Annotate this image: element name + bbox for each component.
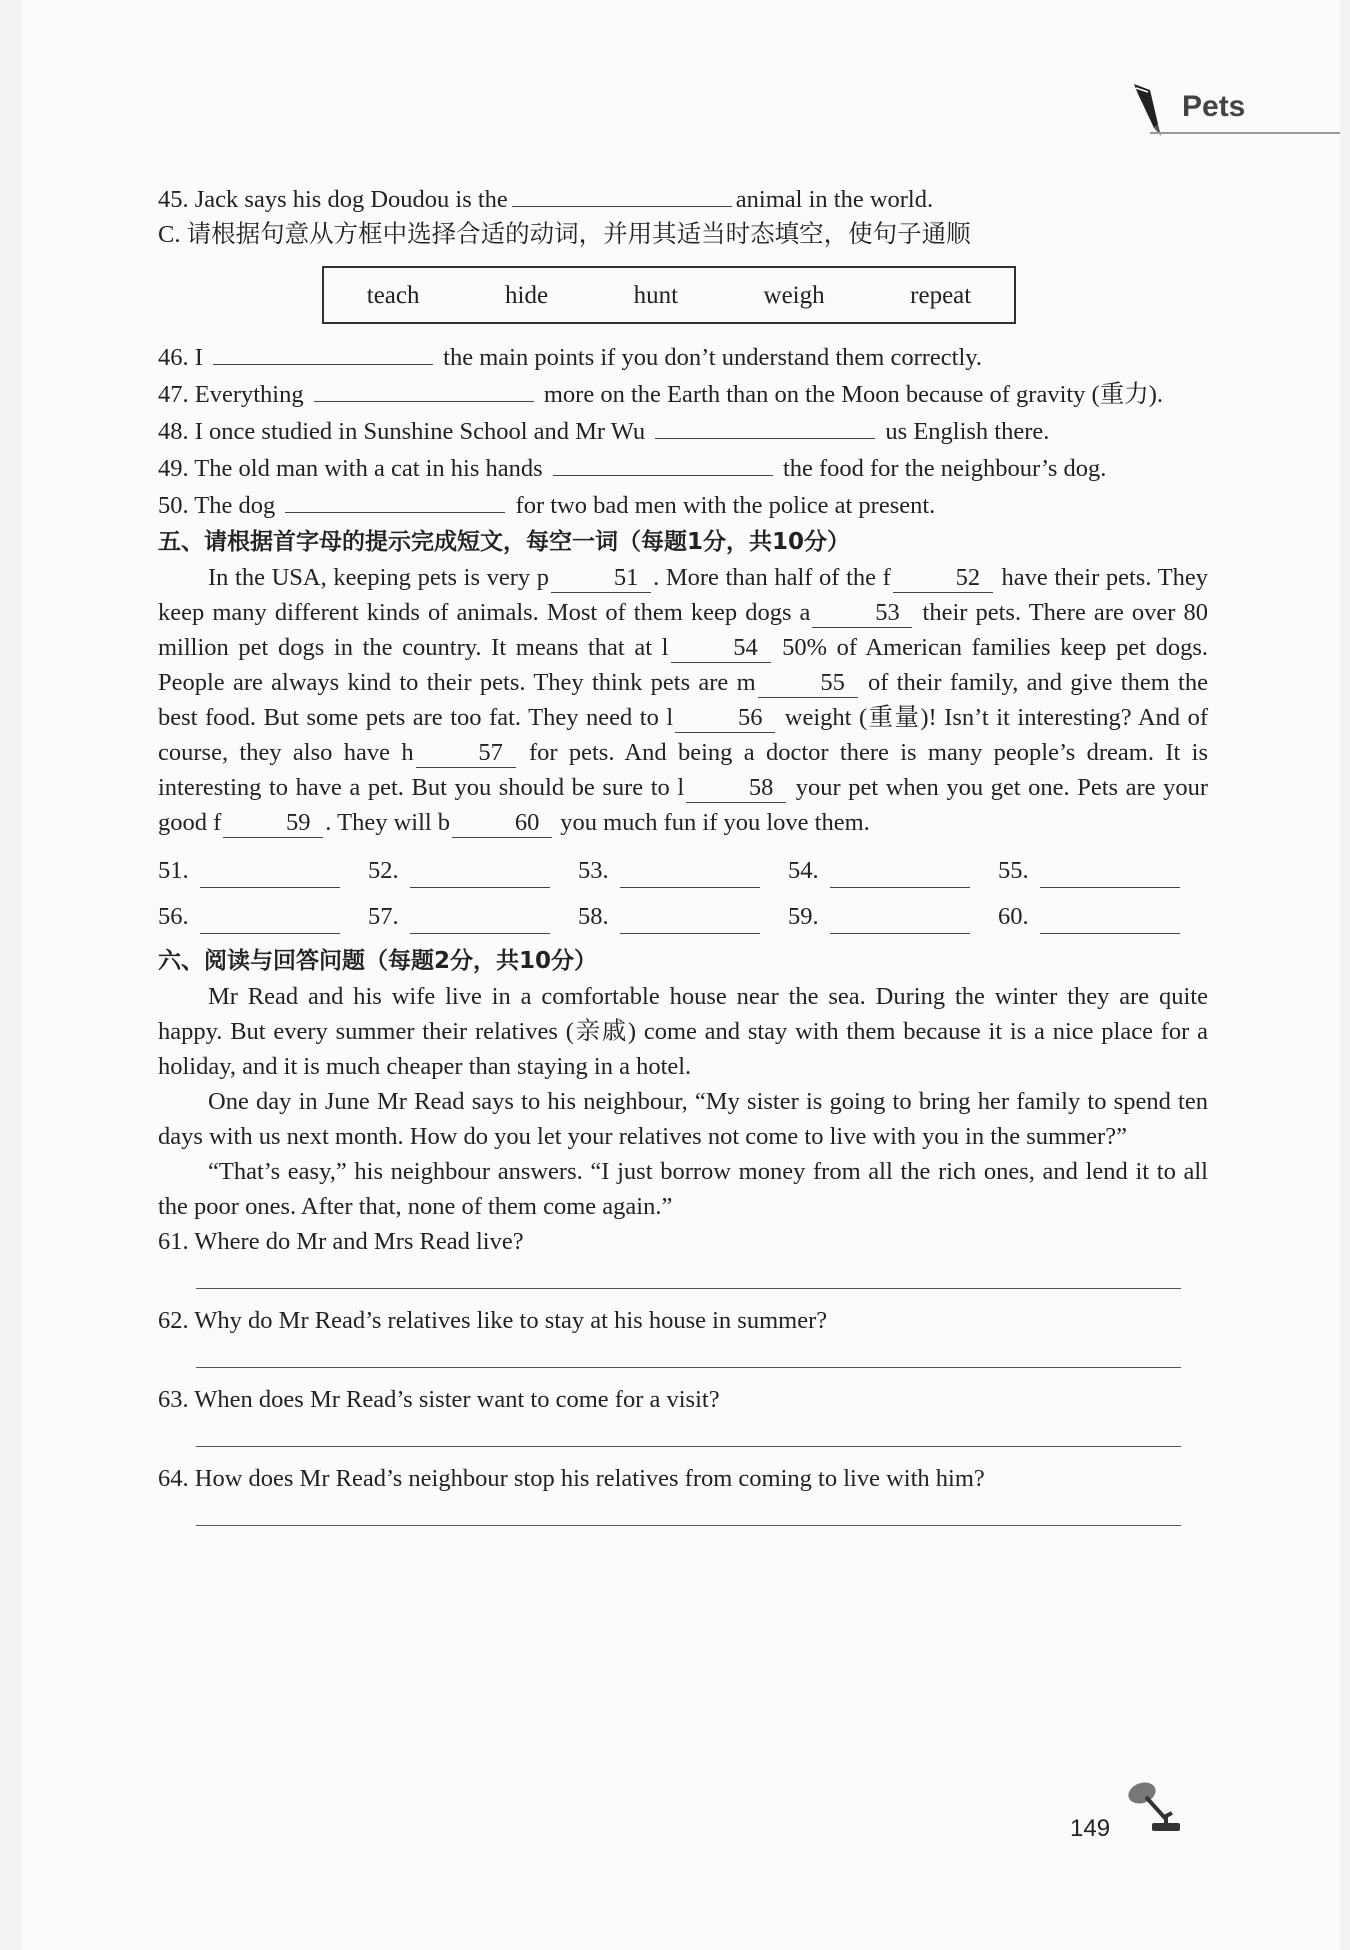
answer-58 (578, 888, 788, 934)
answer-label: 53. (578, 857, 609, 884)
header-title: Pets (1182, 90, 1246, 123)
q45-after: animal in the world. (735, 186, 934, 213)
q50-after: for two bad men with the police at present. (515, 492, 936, 519)
answer-label: 58. (578, 903, 609, 930)
cloze-text: 50% of American families keep pet dogs. People are always kind to their pets. They think pets are m (158, 634, 1209, 696)
q47-blank[interactable] (314, 375, 534, 402)
cloze-text: for pets. And being a doctor there is many people’s dream. It is interesting to have a pet. But you should be sure to l (158, 739, 1208, 801)
q48-after: us English there. (885, 418, 1050, 445)
q50-blank[interactable] (285, 486, 505, 513)
answer-53 (578, 842, 788, 888)
answer-55 (998, 842, 1208, 888)
q46-blank[interactable] (213, 338, 433, 365)
answer-57 (368, 888, 578, 934)
cloze-text: have their pets. They keep many different kinds of animals. Most of them keep dogs a (158, 564, 1209, 626)
question-48 (158, 412, 1208, 449)
cloze-blank-53: 53 (812, 599, 912, 628)
desk-lamp-icon (1122, 1775, 1184, 1837)
pen-icon (1128, 80, 1168, 140)
question-47 (158, 375, 1208, 412)
word-hunt: hunt (633, 281, 679, 309)
cloze-blank-52: 52 (893, 564, 993, 593)
question-49 (158, 449, 1208, 486)
answer-label: 60. (998, 903, 1029, 930)
answer-line[interactable] (410, 903, 550, 934)
page (22, 0, 1340, 1950)
q48-blank[interactable] (655, 412, 875, 439)
question-61: 61. Where do Mr and Mrs Read live? (158, 1228, 524, 1255)
header-rule (1150, 132, 1340, 134)
answer-line-64[interactable] (196, 1524, 1181, 1526)
answer-line-61[interactable] (196, 1287, 1181, 1289)
question-62: 62. Why do Mr Read’s relatives like to stay at his house in summer? (158, 1307, 828, 1334)
reading-paragraph-2: One day in June Mr Read says to his neighbour, “My sister is going to bring her family to spend ten days with us next month. How do you let your relatives not come to live with you in the summer?” (158, 1088, 1208, 1150)
q47-before: 47. Everything (158, 381, 304, 408)
answer-label: 51. (158, 857, 189, 884)
part-c-instruction: C. 请根据句意从方框中选择合适的动词，并用其适当时态填空，使句子通顺 (158, 221, 971, 248)
worksheet-content (158, 180, 1208, 1540)
q45-blank[interactable] (512, 180, 732, 207)
cloze-text: . More than half of the f (653, 564, 891, 591)
answer-label: 57. (368, 903, 399, 930)
cloze-text: of their family, and give them the best food. But some pets are too fat. They need to l (158, 669, 1208, 731)
q46-after: the main points if you don’t understand them correctly. (443, 344, 983, 371)
question-45 (158, 180, 1208, 217)
cloze-text: weight (重量)! Isn’t it interesting? And of course, they also have h (158, 704, 1209, 766)
reading-paragraph-3: “That’s easy,” his neighbour answers. “I just borrow money from all the rich ones, and lend it to all the poor ones. After that, none of them come again.” (158, 1158, 1208, 1220)
answer-line[interactable] (200, 903, 340, 934)
reading-paragraph-1: Mr Read and his wife live in a comfortable house near the sea. During the winter they are quite happy. But every summer their relatives (亲戚) come and stay with them because it is a nice place for a holiday, and it is much cheaper than staying in a hotel. (158, 983, 1208, 1080)
answer-56 (158, 888, 368, 934)
cloze-blank-59: 59 (223, 809, 323, 838)
word-weigh: weigh (763, 281, 825, 309)
q50-before: 50. The dog (158, 492, 276, 519)
answer-line[interactable] (620, 857, 760, 888)
word-teach: teach (366, 281, 420, 309)
page-number: 149 (1070, 1815, 1111, 1842)
section-6-title: 六、阅读与回答问题（每题2分，共10分） (158, 948, 598, 974)
q46-before: 46. I (158, 344, 203, 371)
cloze-blank-54: 54 (671, 634, 771, 663)
answer-label: 52. (368, 857, 399, 884)
cloze-blank-55: 55 (758, 669, 858, 698)
q49-after: the food for the neighbour’s dog. (782, 455, 1107, 482)
answer-54 (788, 842, 998, 888)
word-box (322, 266, 1016, 324)
cloze-blank-57: 57 (416, 739, 516, 768)
page-header (1070, 70, 1340, 140)
answer-label: 59. (788, 903, 819, 930)
answer-label: 55. (998, 857, 1029, 884)
question-46 (158, 338, 1208, 375)
answer-51 (158, 842, 368, 888)
cloze-text: . They will b (325, 809, 451, 836)
answer-52 (368, 842, 578, 888)
answer-line[interactable] (1040, 903, 1180, 934)
cloze-passage (158, 560, 1208, 840)
answer-line[interactable] (620, 903, 760, 934)
cloze-blank-58: 58 (686, 774, 786, 803)
answer-line-62[interactable] (196, 1366, 1181, 1368)
word-hide: hide (505, 281, 549, 309)
q45-before: 45. Jack says his dog Doudou is the (158, 186, 508, 213)
answer-line[interactable] (410, 857, 550, 888)
cloze-blank-56: 56 (675, 704, 775, 733)
answer-label: 56. (158, 903, 189, 930)
cloze-blank-60: 60 (452, 809, 552, 838)
question-63: 63. When does Mr Read’s sister want to come for a visit? (158, 1386, 720, 1413)
question-50 (158, 486, 1208, 523)
answer-59 (788, 888, 998, 934)
cloze-blank-51: 51 (551, 564, 651, 593)
q48-before: 48. I once studied in Sunshine School and Mr Wu (158, 418, 646, 445)
answer-line-63[interactable] (196, 1445, 1181, 1447)
cloze-text: their pets. There are over 80 million pet dogs in the country. It means that at l (158, 599, 1209, 661)
section-5-title: 五、请根据首字母的提示完成短文，每空一词（每题1分，共10分） (158, 529, 851, 555)
answer-line[interactable] (830, 857, 970, 888)
cloze-answer-grid (158, 842, 1208, 934)
cloze-text: your pet when you get one. Pets are your good f (158, 774, 1209, 836)
answer-label: 54. (788, 857, 819, 884)
answer-line[interactable] (1040, 857, 1180, 888)
word-repeat: repeat (910, 281, 972, 309)
answer-line[interactable] (830, 903, 970, 934)
q49-before: 49. The old man with a cat in his hands (158, 455, 543, 482)
cloze-text: you much fun if you love them. (560, 809, 870, 836)
cloze-text: In the USA, keeping pets is very p (208, 564, 550, 591)
answer-60 (998, 888, 1208, 934)
question-64: 64. How does Mr Read’s neighbour stop his relatives from coming to live with him? (158, 1465, 985, 1492)
answer-line[interactable] (200, 857, 340, 888)
q49-blank[interactable] (553, 449, 773, 476)
q47-after: more on the Earth than on the Moon because of gravity (重力). (543, 381, 1164, 408)
